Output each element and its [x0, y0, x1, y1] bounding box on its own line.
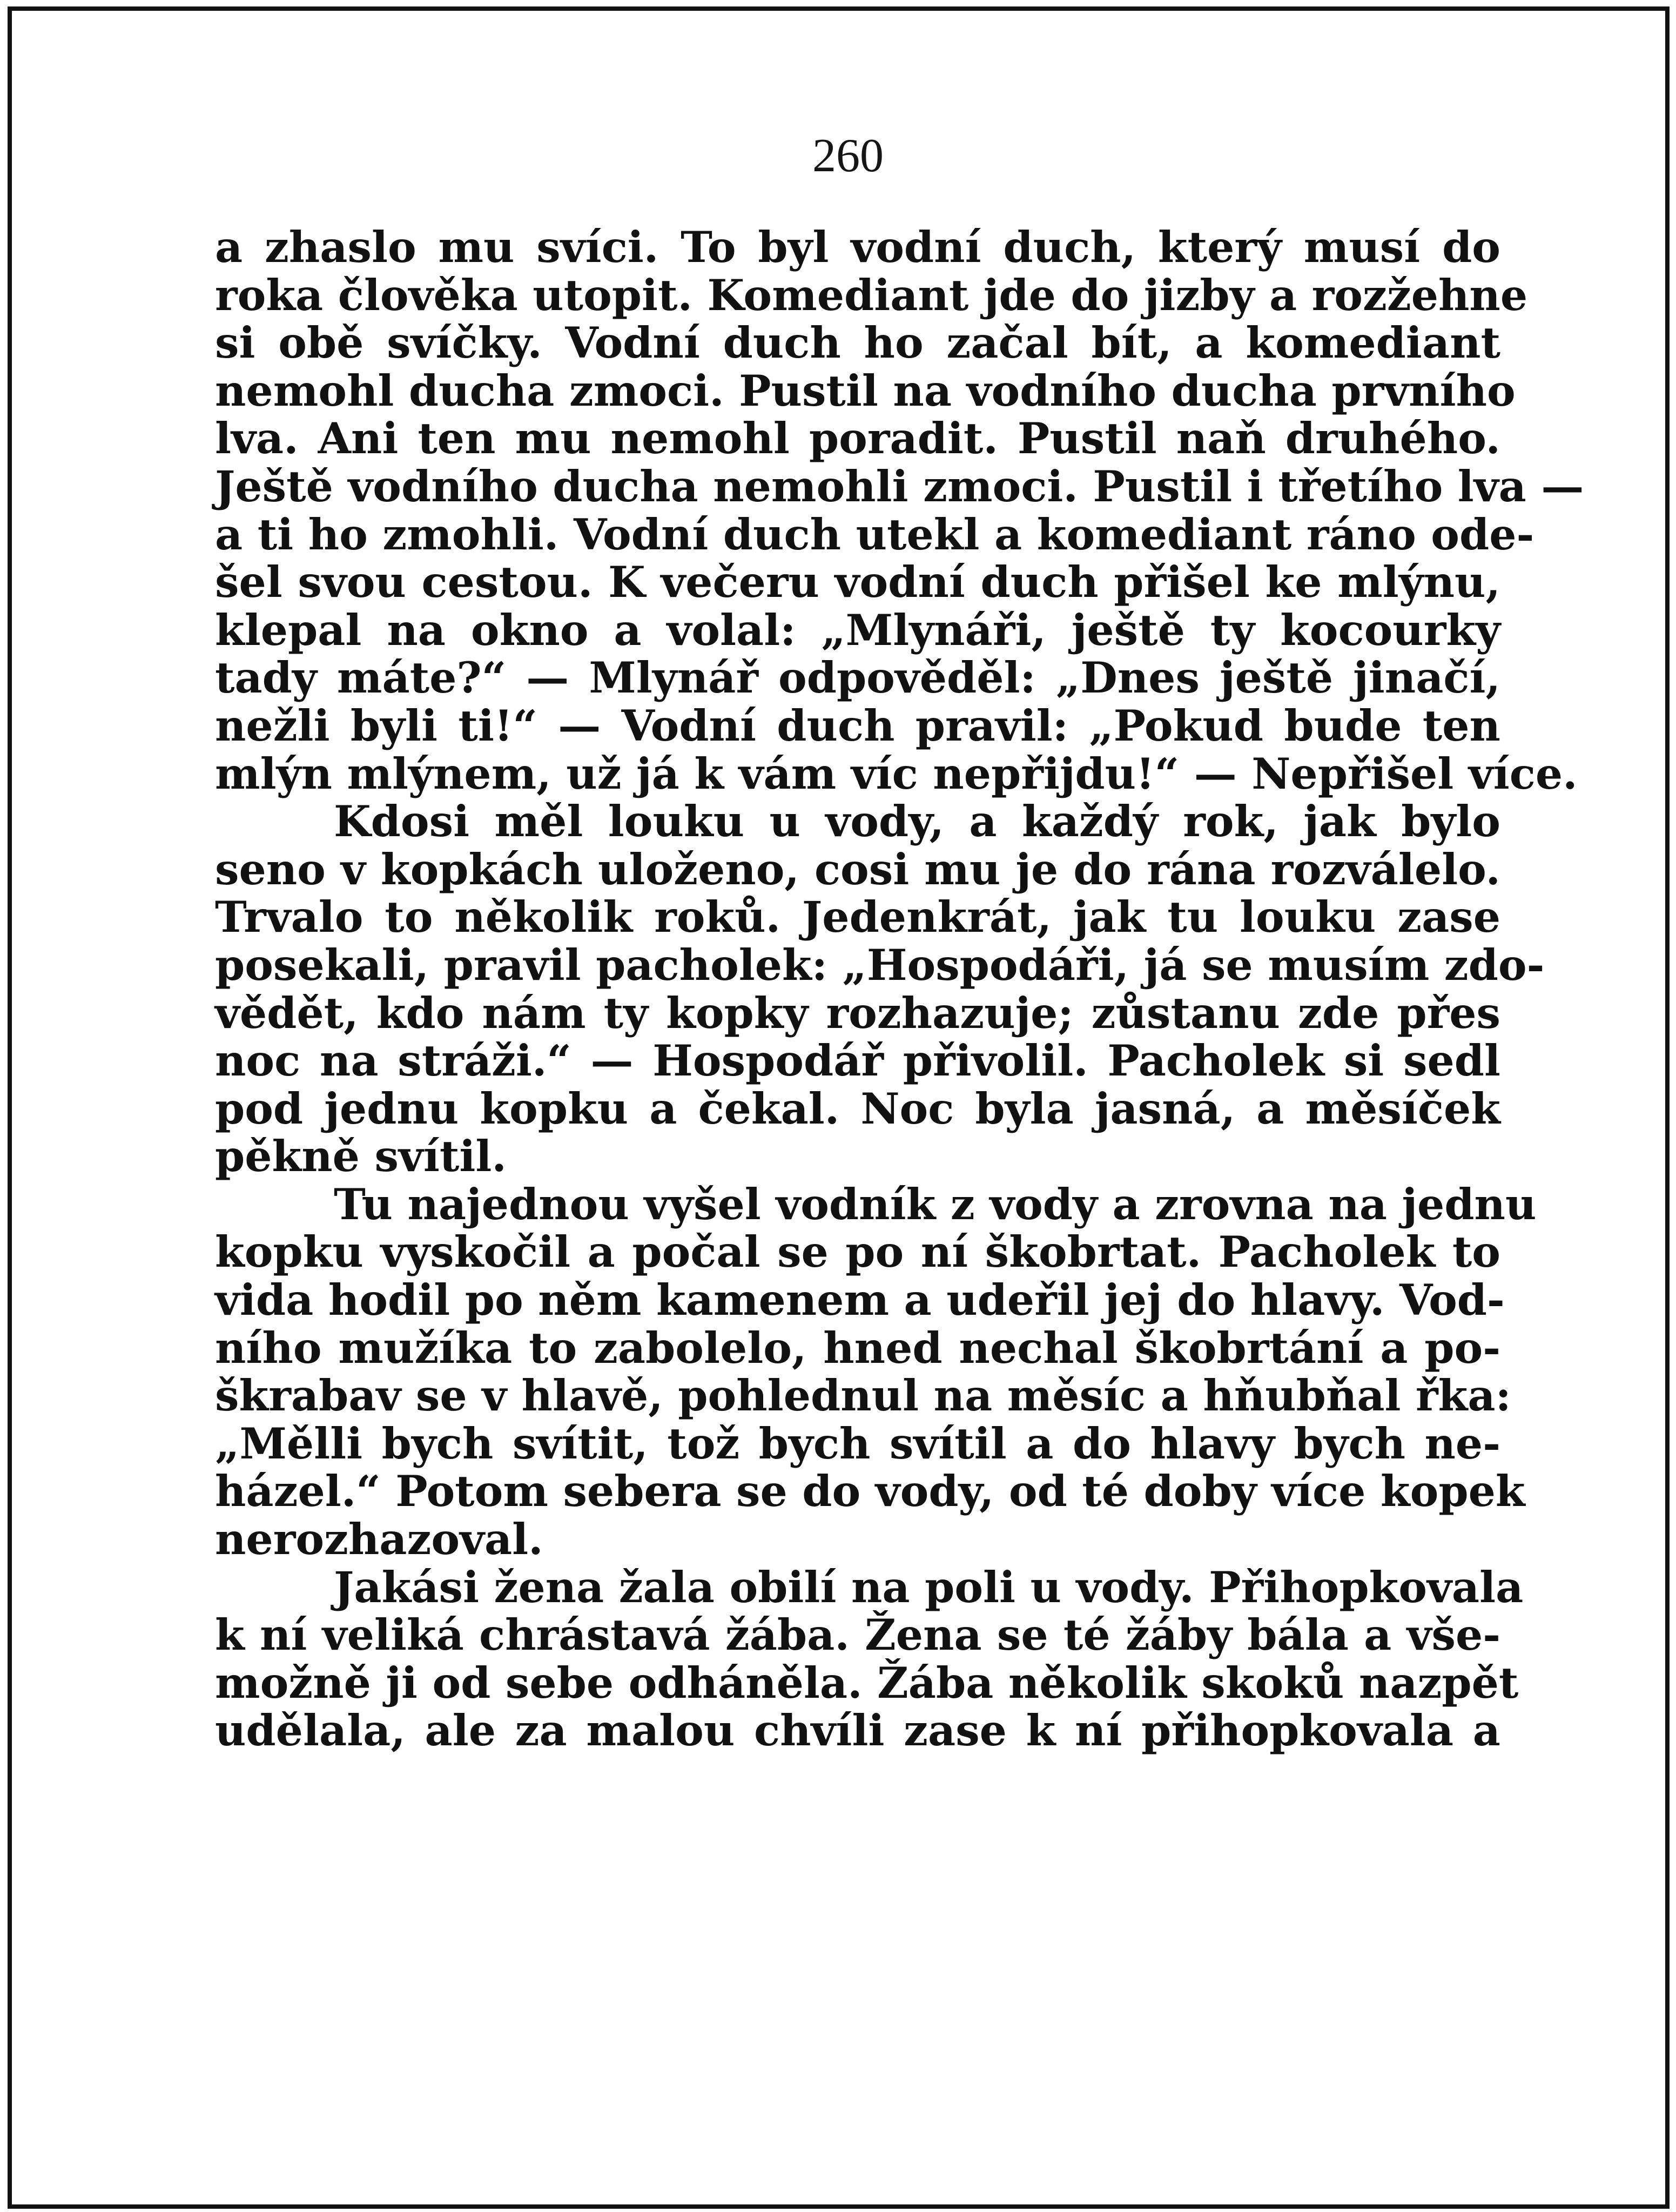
body-text: [215, 222, 1584, 1756]
text-line: tady máte?“ — Mlynář odpověděl: „Dnes ještě jinačí,: [215, 653, 1500, 703]
text-line: udělala, ale za malou chvíli zase k ní přihopkovala a: [215, 1705, 1500, 1756]
text-line: Ještě vodního ducha nemohli zmoci. Pustil i třetího lva —: [215, 461, 1584, 512]
text-line: si obě svíčky. Vodní duch ho začal bít, a komediant: [215, 318, 1500, 368]
text-line: lva. Ani ten mu nemohl poradit. Pustil naň druhého.: [215, 413, 1500, 464]
text-line: vida hodil po něm kamenem a udeřil jej do hlavy. Vod-: [215, 1275, 1505, 1326]
text-line: nemohl ducha zmoci. Pustil na vodního ducha prvního: [215, 365, 1516, 416]
text-line: nerozhazoval.: [215, 1514, 543, 1565]
paragraph-3: [215, 1179, 1537, 1565]
paragraph-1: [215, 222, 1584, 799]
text-line: mlýn mlýnem, už já k vám víc nepřijdu!“ — Nepřišel více.: [215, 748, 1578, 799]
text-line: házel.“ Potom sebera se do vody, od té doby více kopek: [215, 1466, 1525, 1517]
text-line: šel svou cestou. K večeru vodní duch přišel ke mlýnu,: [215, 557, 1500, 608]
text-line: roka člověka utopit. Komediant jde do jizby a rozžehne: [215, 270, 1528, 320]
text-line: seno v kopkách uloženo, cosi mu je do rána rozválelo.: [215, 844, 1500, 895]
text-line: vědět, kdo nám ty kopky rozhazuje; zůstanu zde přes: [215, 987, 1500, 1038]
text-line: pěkně svítil.: [215, 1131, 507, 1182]
text-line: Kdosi měl louku u vody, a každý rok, jak bylo: [334, 796, 1500, 847]
text-line: Trvalo to několik roků. Jedenkrát, jak tu louku zase: [215, 892, 1500, 943]
text-line: kopku vyskočil a počal se po ní škobrtat. Pacholek to: [215, 1227, 1500, 1278]
text-line: pod jednu kopku a čekal. Noc byla jasná, a měsíček: [215, 1083, 1500, 1134]
text-line: posekali, pravil pacholek: „Hospodáři, já se musím zdo-: [215, 939, 1545, 990]
text-line: klepal na okno a volal: „Mlynáři, ještě ty kocourky: [215, 604, 1500, 655]
text-line: škrabav se v hlavě, pohlednul na měsíc a hňubňal řka:: [215, 1370, 1511, 1421]
text-line: ního mužíka to zabolelo, hned nechal škobrtání a po-: [215, 1322, 1500, 1373]
text-line: Tu najednou vyšel vodník z vody a zrovna na jednu: [334, 1179, 1537, 1229]
text-line: k ní veliká chrástavá žába. Žena se té žáby bála a vše-: [215, 1610, 1500, 1660]
text-line: nežli byli ti!“ — Vodní duch pravil: „Pokud bude ten: [215, 700, 1500, 751]
text-line: možně ji od sebe odháněla. Žába několik skoků nazpět: [215, 1657, 1519, 1708]
paragraph-4: [215, 1562, 1524, 1756]
page-number: 260: [812, 130, 884, 182]
text-line: noc na stráži.“ — Hospodář přivolil. Pacholek si sedl: [215, 1036, 1500, 1086]
text-line: Jakási žena žala obilí na poli u vody. Přihopkovala: [334, 1562, 1524, 1612]
text-line: „Mělli bych svítit, tož bych svítil a do hlavy bych ne-: [215, 1418, 1500, 1469]
text-line: a ti ho zmohli. Vodní duch utekl a komediant ráno ode-: [215, 509, 1534, 560]
text-line: a zhaslo mu svíci. To byl vodní duch, který musí do: [215, 222, 1500, 272]
paragraph-2: [215, 796, 1545, 1182]
